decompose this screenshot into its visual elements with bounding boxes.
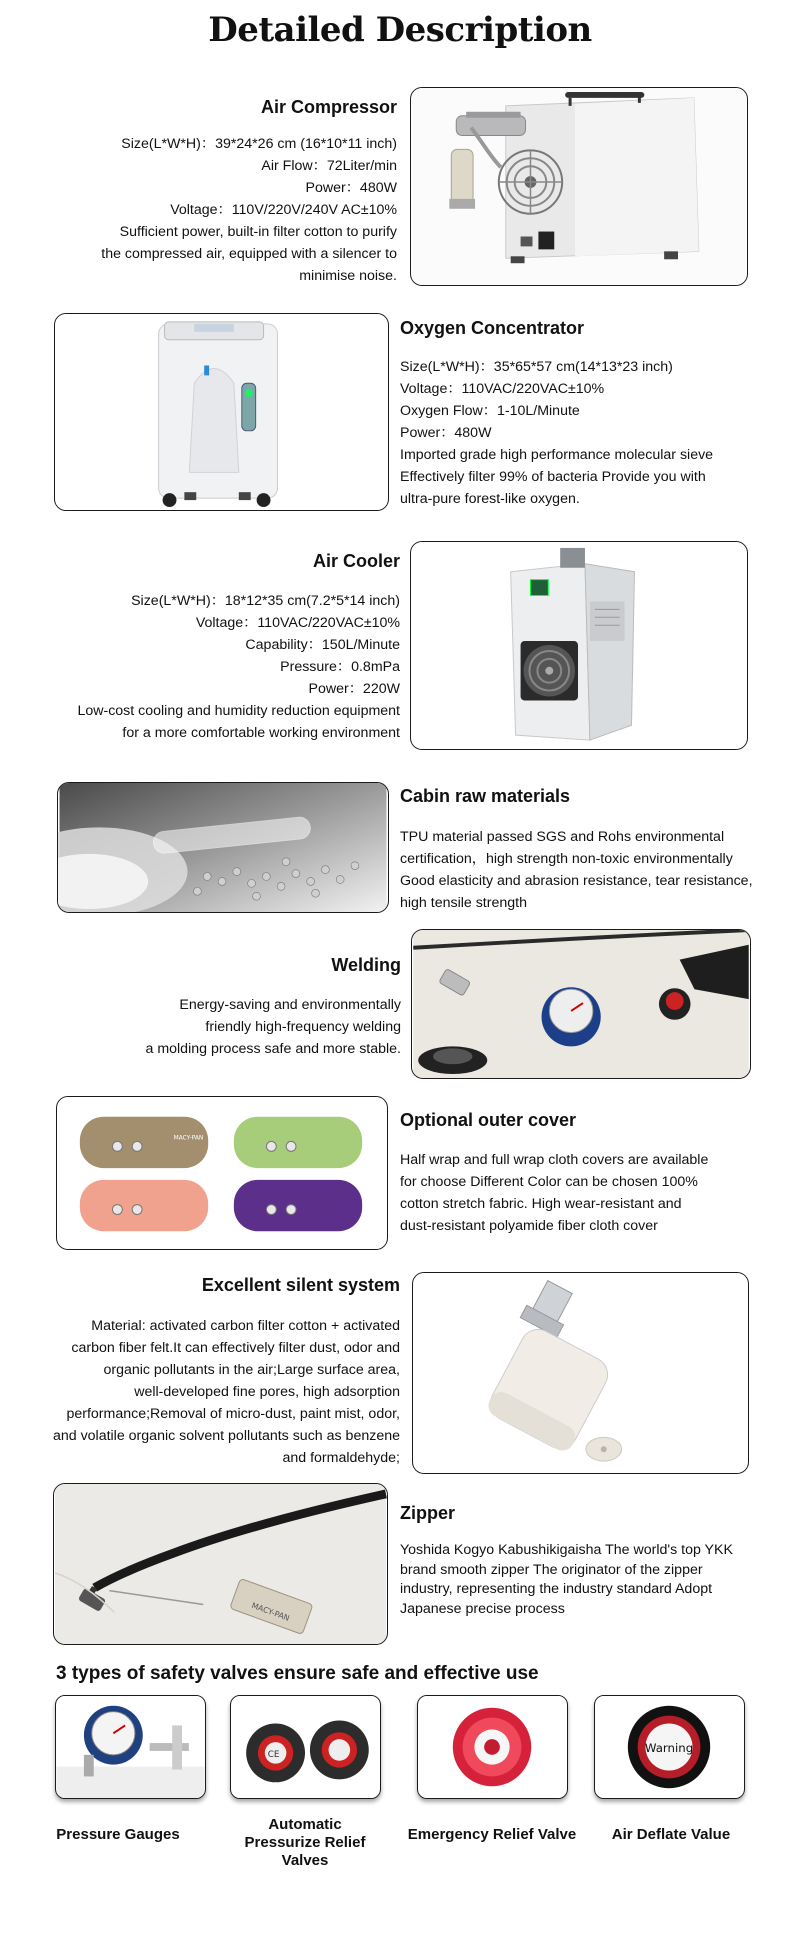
outer-cover-image: [56, 1096, 388, 1250]
pressure-gauge-illustration: [56, 1696, 205, 1798]
cover-brand-label: MACY-PAN: [173, 1135, 204, 1142]
text-line: Material: activated carbon filter cotton + activated: [91, 1318, 400, 1334]
spec-line: Voltage：110V/220V/240V AC±10%: [170, 202, 397, 218]
text-line: Yoshida Kogyo Kabushikigaisha The world's top YKK: [400, 1542, 733, 1558]
text-line: Half wrap and full wrap cloth covers are available: [400, 1152, 709, 1168]
text-line: certification，high strength non-toxic environmentally: [400, 851, 733, 867]
emergency-valve-illustration: [418, 1696, 567, 1798]
text-line: Good elasticity and abrasion resistance, tear resistance,: [400, 873, 753, 889]
spec-line: Size(L*W*H)：35*65*57 cm(14*13*23 inch): [400, 359, 673, 375]
outer-cover-heading: Optional outer cover: [400, 1110, 577, 1130]
cloth-covers-illustration: [57, 1097, 387, 1249]
text-line: and formaldehyde;: [282, 1450, 400, 1466]
valve-label-pressure-gauges: Pressure Gauges: [56, 1826, 180, 1843]
cabin-materials-heading: Cabin raw materials: [400, 786, 571, 806]
text-line: TPU material passed SGS and Rohs environmental: [400, 829, 725, 845]
text-line: industry, representing the industry standard Adopt: [400, 1581, 713, 1597]
text-line: organic pollutants in the air;Large surface area,: [103, 1362, 400, 1378]
spec-line: Power：220W: [308, 681, 400, 697]
spec-line: Pressure：0.8mPa: [280, 659, 400, 675]
cabin-materials-image: [57, 782, 389, 913]
carbon-filter-illustration: [413, 1273, 748, 1473]
spec-line: Voltage：110VAC/220VAC±10%: [400, 381, 605, 397]
welding-text: [145, 994, 401, 1060]
text-line: performance;Removal of micro-dust, paint mist, odor,: [66, 1406, 400, 1422]
text-line: dust-resistant polyamide fiber cloth cover: [400, 1218, 658, 1234]
ykk-zipper-illustration: [54, 1484, 387, 1644]
text-line: Energy-saving and environmentally: [179, 997, 401, 1013]
air-compressor-illustration: [411, 88, 747, 285]
valve-label-deflate: Air Deflate Value: [611, 1826, 731, 1843]
text-line: friendly high-frequency welding: [205, 1019, 401, 1035]
zipper-heading: Zipper: [400, 1503, 456, 1523]
oxygen-concentrator-heading: Oxygen Concentrator: [400, 318, 585, 338]
text-line: well-developed fine pores, high adsorption: [134, 1384, 400, 1400]
text-line: a molding process safe and more stable.: [145, 1041, 401, 1057]
air-compressor-heading: Air Compressor: [260, 97, 397, 117]
warning-label: Warning: [644, 1740, 694, 1755]
air-cooler-image: [410, 541, 748, 750]
valve-label-relief-valves: Automatic Pressurize Relief Valves: [244, 1816, 366, 1869]
relief-valves-image: [230, 1695, 381, 1799]
relief-valves-illustration: [231, 1696, 380, 1798]
emergency-valve-image: [417, 1695, 568, 1799]
text-line: Japanese precise process: [400, 1600, 565, 1617]
oxygen-concentrator-illustration: [55, 314, 388, 510]
spec-line: Imported grade high performance molecular sieve: [400, 447, 714, 463]
spec-line: Air Flow：72Liter/min: [261, 158, 397, 174]
spec-line: Size(L*W*H)：39*24*26 cm (16*10*11 inch): [121, 136, 397, 152]
oxygen-concentrator-image: [54, 313, 389, 511]
outer-cover-text: [400, 1149, 708, 1237]
spec-line: Size(L*W*H)：18*12*35 cm(7.2*5*14 inch): [131, 593, 400, 609]
air-compressor-image: [410, 87, 748, 286]
spec-line: ultra-pure forest-like oxygen.: [400, 491, 580, 507]
air-compressor-specs: [101, 133, 397, 287]
text-line: carbon fiber felt.It can effectively filter dust, odor and: [71, 1340, 400, 1356]
spec-line: Oxygen Flow：1-10L/Minute: [400, 403, 580, 419]
silent-system-text: [53, 1315, 400, 1469]
spec-line: Power：480W: [305, 180, 397, 196]
text-line: high tensile strength: [400, 895, 527, 911]
spec-line: Sufficient power, built-in filter cotton to purify: [119, 224, 397, 240]
zipper-image: [53, 1483, 388, 1645]
silent-system-image: [412, 1272, 749, 1474]
air-deflate-valve-image: [594, 1695, 745, 1799]
welding-heading: Welding: [331, 955, 401, 975]
spec-line: minimise noise.: [299, 268, 397, 284]
air-cooler-illustration: [411, 542, 747, 749]
deflate-valve-illustration: [595, 1696, 744, 1798]
spec-line: Effectively filter 99% of bacteria Provide you with: [400, 469, 706, 485]
silent-system-heading: Excellent silent system: [201, 1275, 400, 1295]
welding-illustration: [412, 930, 750, 1078]
text-line: and volatile organic solvent pollutants such as benzene: [52, 1428, 400, 1444]
spec-line: Low-cost cooling and humidity reduction equipment: [77, 703, 400, 719]
zipper-tag-label: MACY-PAN: [250, 1600, 291, 1623]
air-cooler-specs: [77, 590, 400, 744]
text-line: brand smooth zipper The originator of the zipper: [400, 1561, 703, 1578]
spec-line: the compressed air, equipped with a silencer to: [101, 246, 397, 262]
tpu-granules-illustration: [58, 783, 388, 912]
spec-line: Voltage：110VAC/220VAC±10%: [195, 615, 400, 631]
welding-image: [411, 929, 751, 1079]
cabin-materials-text: [400, 826, 753, 914]
valve-label-emergency: Emergency Relief Valve: [407, 1826, 577, 1843]
spec-line: Capability：150L/Minute: [245, 637, 400, 653]
spec-line: Power：480W: [400, 425, 492, 441]
text-line: for choose Different Color can be chosen 100%: [400, 1174, 698, 1190]
air-cooler-heading: Air Cooler: [312, 551, 400, 571]
valves-heading: 3 types of safety valves ensure safe and effective use: [56, 1663, 539, 1684]
page-title: Detailed Description: [208, 10, 592, 50]
spec-line: for a more comfortable working environment: [122, 725, 400, 741]
zipper-text: [400, 1541, 733, 1619]
valve-tag-label: CE: [267, 1749, 280, 1760]
text-line: cotton stretch fabric. High wear-resistant and: [400, 1196, 682, 1212]
oxygen-concentrator-specs: [400, 356, 713, 510]
pressure-gauge-image: [55, 1695, 206, 1799]
